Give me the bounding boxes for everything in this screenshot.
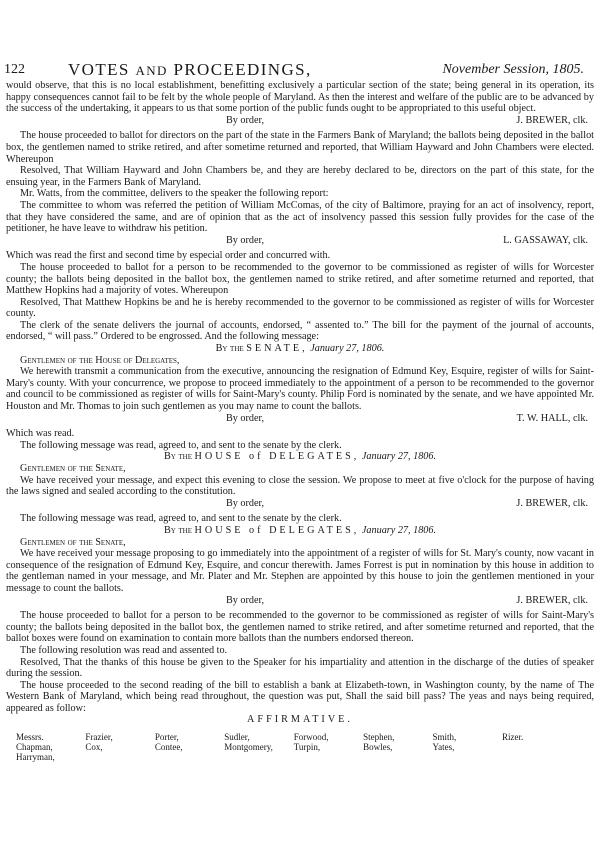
house-heading: By the HOUSE of DELEGATES, January 27, 1806. — [163, 451, 437, 463]
name-column: Stephen, Bowles, — [363, 732, 395, 753]
document-body — [6, 80, 594, 762]
resolution: Resolved, That William Hayward and John Chambers be, and they are hereby declared to be, directors on the part of this state, for the ensuing year, in the Farmers Bank of Maryland. — [6, 165, 594, 188]
message-body: We have received your message proposing to go immediately into the appointment of a register of wills for St. Mary's county, now vacant in consequence of the resignation of Edmund Key, Esquire, and concur therewith. James Forrest is put in nomination by this house in addition to the gentleman named in your message, and Mr. Plater and Mr. Stephen are appointed by this house to join the gentlemen mentioned in your message to count the ballots. — [6, 548, 594, 594]
paragraph: The house proceeded to ballot for directors on the part of the state in the Farmers Bank of Maryland; the ballots being deposited in the ballot box, the gentlemen named to strike retired, and after sometime returned and reported, that William Hayward and John Chambers were elected. Whereupon — [6, 130, 594, 165]
signature: By order, J. BREWER, clk. — [226, 497, 588, 509]
signature: By order, J. BREWER, clk. — [226, 594, 588, 606]
message-body: We herewith transmit a communication from the executive, announcing the resignation of Edmund Key, Esquire, register of wills for Saint-Mary's county. With your concurrence, we propose to proceed immediately to the appointment of a person to be recommended to the governor and council to be commissioned as register of wills for Saint-Mary's county. Philip Ford is nominated by the senate, and we have appointed Mr. Houston and Mr. Thomas to join such gentlemen as you may name to count the ballots. — [6, 366, 594, 413]
paragraph: Which was read the first and second time by especial order and concurred with. — [6, 250, 331, 262]
name-column: Forwood, Turpin, — [293, 732, 329, 753]
name-column: Frazier, Cox, — [85, 732, 113, 753]
message-address: Gentlemen of the Senate, — [20, 463, 126, 474]
page-number: 122 — [4, 62, 25, 77]
signature: By order, T. W. HALL, clk. — [226, 412, 588, 424]
paragraph: The following message was read, agreed to, and sent to the senate by the clerk. — [20, 439, 342, 451]
paragraph: The following message was read, agreed to, and sent to the senate by the clerk. — [20, 513, 342, 525]
name-column: Porter, Contee, — [154, 732, 183, 753]
vote-names — [6, 732, 594, 762]
paragraph: The following resolution was read and assented to. — [20, 644, 228, 656]
paragraph: The house proceeded to ballot for a person to be recommended to the governor to be commissioned as register of wills for Worcester county; the ballots being deposited in the ballot box, the gentlemen named to strike retired, and after sometime returned and reported, that Matthew Hopkins had a majority of votes. Whereupon — [6, 261, 594, 297]
message-address: Gentlemen of the Senate, — [20, 536, 126, 548]
paragraph: Mr. Watts, from the committee, delivers to the speaker the following report: — [20, 188, 329, 200]
session-label: November Session, 1805. — [442, 62, 584, 77]
affirmative-heading: AFFIRMATIVE. — [247, 714, 353, 726]
resolution: Resolved, That the thanks of this house be given to the Speaker for his impartiality and attention in the discharge of the duties of speaker during the session. — [6, 656, 594, 680]
message-address: Gentlemen of the House of Delegates, — [20, 354, 180, 366]
senate-heading: By the SENATE, January 27, 1806. — [215, 343, 385, 355]
paragraph: The house proceeded to ballot for a person to be recommended to the governor to be commissioned as register of wills for Saint-Mary's county; the ballots being deposited in the ballot box, the gentlemen named to strike retired, and after sometime returned and reported, that the ballot boxes were found on examination to contain more ballots than the numbers endorsed thereon. — [6, 610, 594, 645]
house-heading: By the HOUSE of DELEGATES, January 27, 1806. — [163, 524, 437, 536]
name-column: Smith, Yates, — [432, 732, 457, 753]
page-header — [4, 60, 592, 80]
name-column: Sudler, Montgomery, — [224, 732, 273, 753]
signature: By order, J. BREWER, clk. — [226, 114, 588, 126]
paragraph: would observe, that this is no local establishment, benefitting exclusively a particular section of the state; being general in its operation, its happy consequences cannot fail to be felt by the whole people of Maryland. As then the interest and welfare of the public are to be advanced by the success of the undertaking, it appears to us that some portion of the public funds ought to be appropriated to this useful object. — [6, 80, 594, 115]
resolution: Resolved, That Matthew Hopkins be and he is hereby recommended to the governor to be commissioned as register of wills for Worcester county. — [6, 296, 594, 320]
paragraph: The clerk of the senate delivers the journal of accounts, endorsed, “ assented to.” The bill for the payment of the journal of accounts, endorsed, “ will pass.” Ordered to be engrossed. And the following message: — [6, 319, 594, 343]
paragraph: Which was read. — [6, 428, 75, 440]
page-title: VOTES AND PROCEEDINGS, — [68, 60, 312, 79]
signature: By order, L. GASSAWAY, clk. — [226, 234, 588, 246]
name-column: Messrs. Chapman, Harryman, — [16, 732, 55, 763]
report: The committee to whom was referred the petition of William McComas, of the city of Baltimore, praying for an act of insolvency, report, that they have considered the same, and are of opinion that as the act of insolvency passed this session fully provides for the case of the petitioner, he have leave to withdraw his petition. — [6, 199, 594, 235]
message-body: We have received your message, and expect this evening to close the session. We propose to meet at five o'clock for the purpose of having the laws signed and sealed according to the constitution. — [6, 474, 594, 498]
name-column: Rizer. — [501, 732, 524, 743]
paragraph: The house proceeded to the second reading of the bill to establish a bank at Elizabeth-town, in Washington county, by the name of The Western Bank of Maryland, which being read throughout, the question was put, Shall the said bill pass? The yeas and nays being required, appeared as follow: — [6, 679, 594, 714]
